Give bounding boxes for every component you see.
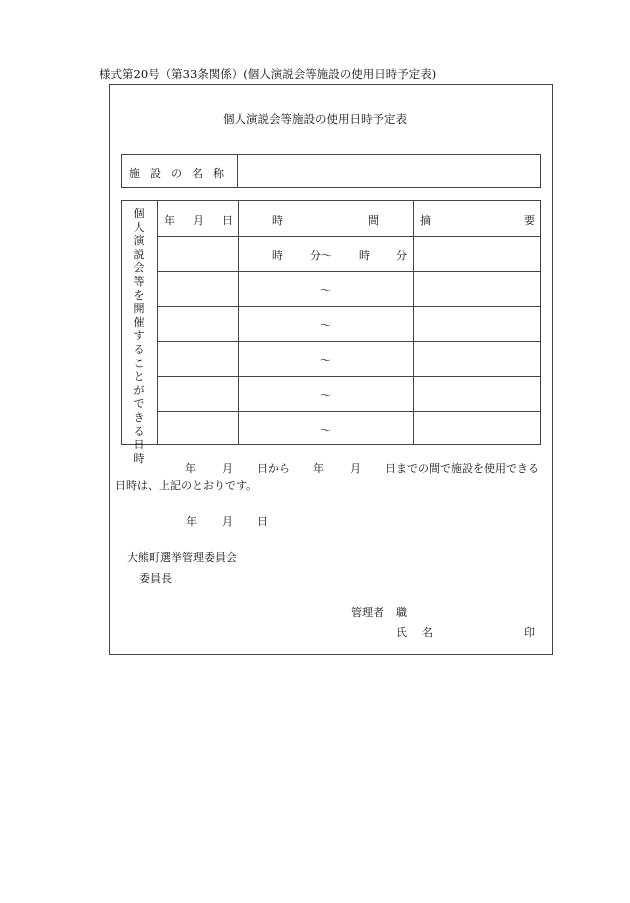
header-time: 時: [272, 214, 283, 227]
facility-name-box: [121, 154, 541, 188]
header-year: 年: [164, 214, 175, 227]
schedule-table: [121, 200, 541, 465]
date-year: 年: [186, 515, 197, 528]
table-row-time: 〜: [320, 424, 331, 437]
statement-month-to: 月: [350, 462, 361, 475]
form-caption: 様式第20号（第33条関係）(個人演説会等施設の使用日時予定表): [99, 67, 437, 81]
table-row-time: 〜: [320, 319, 331, 332]
date-month: 月: [222, 515, 233, 528]
statement-year-to: 年: [313, 462, 324, 475]
facility-label: 施設の名称: [129, 167, 234, 180]
facility-label-cell: [122, 155, 238, 187]
row-divider: [157, 236, 540, 237]
time-hour-end: 時: [359, 249, 370, 262]
table-divider: [413, 201, 414, 444]
row-divider: [157, 271, 540, 272]
table-row-time: 〜: [320, 389, 331, 402]
seal-mark: 印: [524, 626, 535, 639]
manager-position: 職: [396, 606, 407, 619]
date-day: 日: [257, 515, 268, 528]
header-summary-2: 要: [524, 214, 535, 227]
row-divider: [157, 411, 540, 412]
statement-line-2: 日時は、上記のとおりです。: [115, 479, 258, 492]
header-summary-1: 摘: [420, 214, 431, 227]
statement-year-from: 年: [185, 462, 196, 475]
table-row-time: 〜: [320, 284, 331, 297]
time-hour-start: 時: [272, 249, 283, 262]
statement-month-from: 月: [222, 462, 233, 475]
table-row-time: 〜: [320, 354, 331, 367]
row-divider: [157, 306, 540, 307]
header-span: 間: [368, 214, 379, 227]
statement-day-from: 日から: [257, 462, 290, 475]
row-divider: [157, 341, 540, 342]
header-month: 月: [193, 214, 204, 227]
addressee-title: 委員長: [139, 572, 172, 585]
header-day: 日: [222, 214, 233, 227]
statement-day-to: 日までの間で施設を使用できる: [385, 462, 539, 475]
manager-name-label-2: 名: [422, 626, 433, 639]
side-label: 個人演説会等を開催することができる日時: [133, 207, 145, 465]
time-minute-end: 分: [396, 249, 407, 262]
manager-name-label-1: 氏: [396, 626, 407, 639]
manager-label: 管理者: [351, 606, 384, 619]
table-divider: [157, 201, 158, 444]
time-minute-start: 分〜: [310, 249, 332, 262]
row-divider: [157, 376, 540, 377]
document-title: 個人演説会等施設の使用日時予定表: [223, 112, 407, 126]
addressee-org: 大熊町選挙管理委員会: [127, 551, 237, 564]
